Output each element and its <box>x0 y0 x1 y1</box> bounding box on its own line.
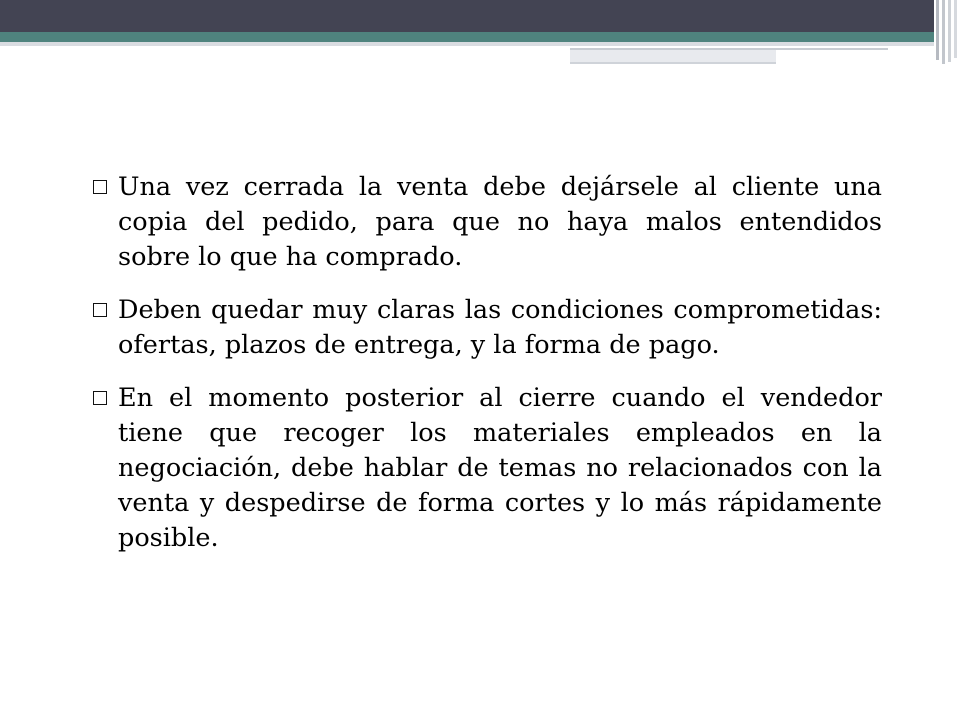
bullet-item <box>98 381 882 556</box>
banner-wedge-line <box>570 62 776 64</box>
empty-square-icon <box>93 180 107 194</box>
rail-line <box>942 0 945 64</box>
banner-accent-line <box>570 48 888 50</box>
empty-square-icon <box>93 303 107 317</box>
bullet-text: Deben quedar muy claras las condiciones comprometidas: ofertas, plazos de entrega, y la forma de pago. <box>118 295 882 360</box>
rail-line <box>948 0 951 62</box>
empty-square-icon <box>93 391 107 405</box>
banner-dark-band <box>0 0 934 32</box>
banner-teal-band <box>0 32 934 42</box>
bullet-item <box>98 170 882 275</box>
banner-side-rails <box>934 0 960 64</box>
rail-line <box>936 0 939 60</box>
slide-body <box>98 170 882 574</box>
banner-gray-band <box>0 42 570 46</box>
rail-line <box>954 0 957 58</box>
bullet-item <box>98 293 882 363</box>
bullet-text: En el momento posterior al cierre cuando el vendedor tiene que recoger los materiales empleados en la negociación, debe hablar de temas no relacionados con la venta y despedirse de forma cortes y lo más rápidamente posible. <box>118 383 882 553</box>
bullet-text: Una vez cerrada la venta debe dejársele al cliente una copia del pedido, para que no haya malos entendidos sobre lo que ha comprado. <box>118 172 882 272</box>
banner-gray-band-right <box>570 42 934 46</box>
